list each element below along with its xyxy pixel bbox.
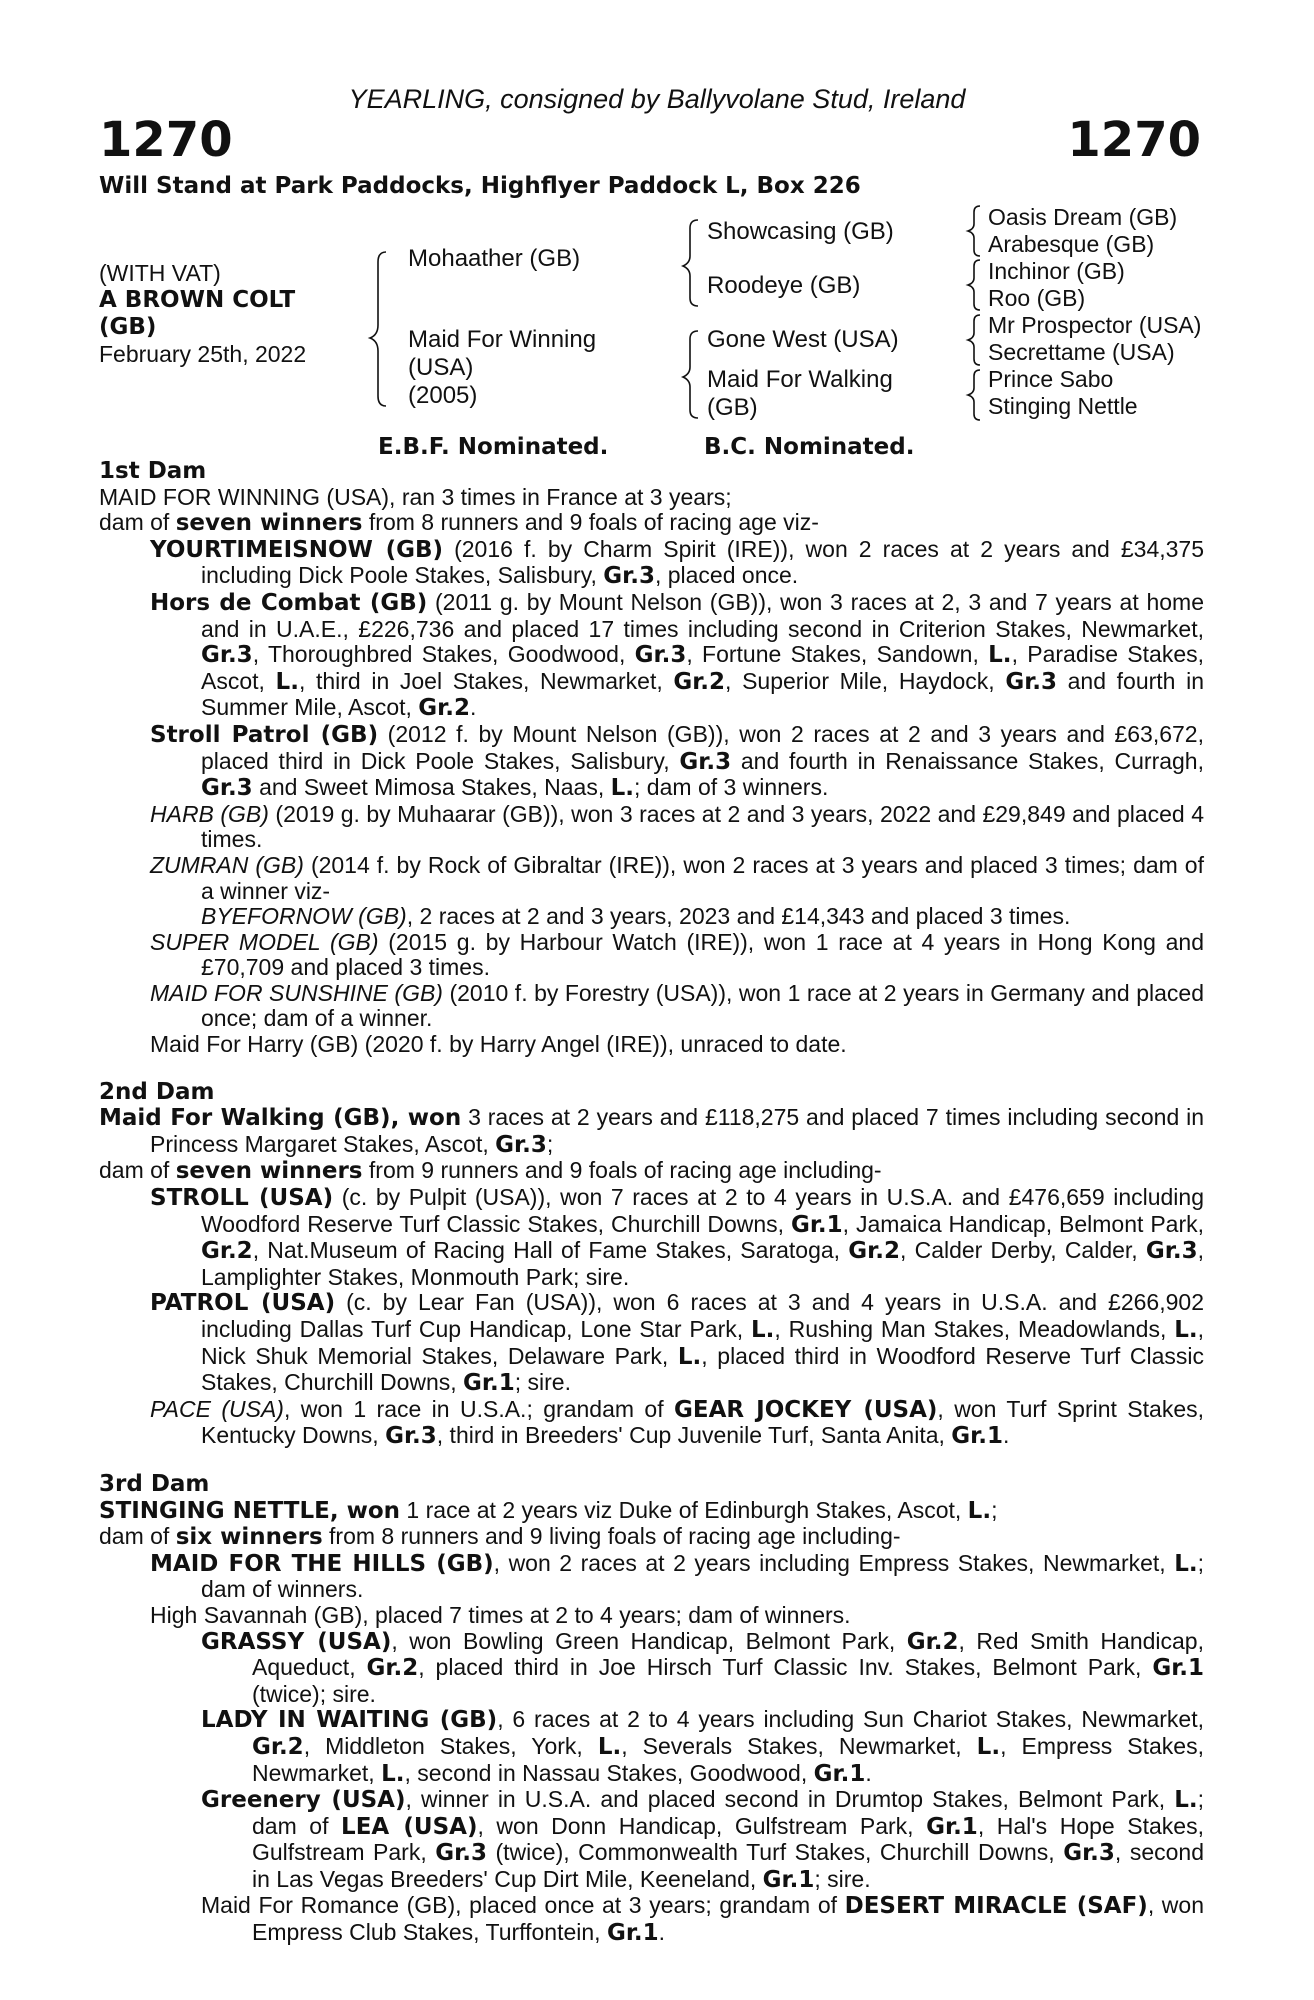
produce-entry: YOURTIMEISNOW (GB) (2016 f. by Charm Spirit (IRE)), won 2 races at 2 years and £34,375 including Dick Poole Stakes, Salisbury, Gr.3, placed once. bbox=[150, 535, 1205, 590]
catalogue-subtitle: YEARLING, consigned by Ballyvolane Stud, Ireland bbox=[348, 84, 966, 114]
brace-ggp-3 bbox=[968, 315, 980, 365]
produce-sub-entry: GRASSY (USA), won Bowling Green Handicap, Belmont Park, Gr.2, Red Smith Handicap, Aqueduct, Gr.2, placed third in Joe Hirsch Turf Classic Inv. Stakes, Belmont Park, Gr.1 (twice); sire. bbox=[201, 1627, 1204, 1707]
produce-entry: MAID FOR SUNSHINE (GB) (2010 f. by Forestry (USA)), won 1 race at 2 years in Germany and placed once; dam of a winner. bbox=[150, 979, 1205, 1032]
pedigree-sire-dam: Roodeye (GB) bbox=[707, 272, 861, 299]
second-dam-intro: Maid For Walking (GB), won 3 races at 2 years and £118,275 and placed 7 times including second in Princess Margaret Stakes, Ascot, Gr.3; bbox=[99, 1104, 1205, 1158]
brace-ggp-2 bbox=[968, 260, 980, 310]
produce-entry: Stroll Patrol (GB) (2012 f. by Mount Nelson (GB)), won 2 races at 2 and 3 years and £63,672, placed third in Dick Poole Stakes, Salisbury, Gr.3 and fourth in Renaissance Stakes, Curragh, Gr.3 and Sweet Mimosa Stakes, Naas, L.; dam of 3 winners. bbox=[150, 720, 1204, 802]
ebf-nomination: E.B.F. Nominated. bbox=[378, 434, 609, 460]
produce-entry: ZUMRAN (GB) (2014 f. by Rock of Gibraltar (IRE)), won 2 races at 3 years and placed 3 times; dam of a winner viz- bbox=[150, 851, 1204, 904]
produce-entry: PATROL (USA) (c. by Lear Fan (USA)), won 6 races at 3 and 4 years in U.S.A. and £266,902 including Dallas Turf Cup Handicap, Lone Star Park, L., Rushing Man Stakes, Meadowlands, L., Nick Shuk Memorial Stakes, Delaware Park, L., placed third in Woodford Reserve Turf Classic Stakes, Churchill Downs, Gr.1; sire. bbox=[150, 1289, 1205, 1397]
vat-note: (WITH VAT) bbox=[99, 260, 221, 286]
bc-nomination: B.C. Nominated. bbox=[704, 434, 915, 460]
horse-name-line2: (GB) bbox=[99, 314, 157, 340]
produce-entry: SUPER MODEL (GB) (2015 g. by Harbour Watch (IRE)), won 1 race at 4 years in Hong Kong and £70,709 and placed 3 times. bbox=[150, 928, 1204, 981]
brace-parents bbox=[370, 252, 386, 406]
lot-number-left: 1270 bbox=[99, 112, 233, 168]
pedigree-dam-dam-line1: Maid For Walking bbox=[707, 366, 893, 393]
produce-entry: High Savannah (GB), placed 7 times at 2 to 4 years; dam of winners. bbox=[150, 1601, 851, 1628]
ggp-item: Arabesque (GB) bbox=[988, 231, 1155, 257]
pedigree-dam-line1: Maid For Winning bbox=[408, 326, 597, 353]
ggp-item: Roo (GB) bbox=[988, 285, 1086, 311]
pedigree-dam-line3: (2005) bbox=[408, 382, 478, 409]
ggp-item: Mr Prospector (USA) bbox=[988, 312, 1202, 338]
produce-sub-entry: BYEFORNOW (GB), 2 races at 2 and 3 years, 2023 and £14,343 and placed 3 times. bbox=[201, 903, 1071, 930]
pedigree-ggp-column bbox=[988, 204, 1201, 420]
second-dam-produce-summary: dam of seven winners from 9 runners and 9 foals of racing age including- bbox=[99, 1157, 882, 1185]
third-dam-intro: STINGING NETTLE, won 1 race at 2 years viz Duke of Edinburgh Stakes, Ascot, L.; bbox=[99, 1496, 998, 1524]
pedigree-dam bbox=[408, 326, 596, 410]
ggp-item: Stinging Nettle bbox=[988, 393, 1138, 419]
produce-entry: MAID FOR THE HILLS (GB), won 2 races at 2 years including Empress Stakes, Newmarket, L.; dam of winners. bbox=[150, 1549, 1204, 1603]
produce-entry: HARB (GB) (2019 g. by Muhaarar (GB)), won 3 races at 2 and 3 years, 2022 and £29,849 and placed 4 times. bbox=[150, 800, 1204, 853]
produce-sub-entry: Greenery (USA), winner in U.S.A. and placed second in Drumtop Stakes, Belmont Park, L.; dam of LEA (USA), won Donn Handicap, Gulfstream Park, Gr.1, Hal's Hope Stakes, Gulfstream Park, Gr.3 (twice), Commonwealth Turf Stakes, Churchill Downs, Gr.3, second in Las Vegas Breeders' Cup Dirt Mile, Keeneland, Gr.1; sire. bbox=[201, 1786, 1204, 1893]
first-dam-produce-summary: dam of seven winners from 8 runners and 9 foals of racing age viz- bbox=[99, 509, 819, 537]
produce-entry: PACE (USA), won 1 race in U.S.A.; grandam of GEAR JOCKEY (USA), won Turf Sprint Stakes, Kentucky Downs, Gr.3, third in Breeders' Cup Juvenile Turf, Santa Anita, Gr.1. bbox=[150, 1395, 1205, 1450]
second-dam-heading: 2nd Dam bbox=[99, 1078, 215, 1105]
lot-number-right: 1270 bbox=[1067, 112, 1201, 168]
ggp-item: Secrettame (USA) bbox=[988, 339, 1175, 365]
first-dam-intro: MAID FOR WINNING (USA), ran 3 times in France at 3 years; bbox=[99, 483, 732, 510]
pedigree-sire-sire: Showcasing (GB) bbox=[707, 218, 894, 245]
brace-ggp-4 bbox=[968, 370, 980, 420]
brace-dam-line bbox=[683, 331, 698, 418]
produce-entry: Maid For Harry (GB) (2020 f. by Harry Angel (IRE)), unraced to date. bbox=[150, 1031, 847, 1058]
ggp-item: Prince Sabo bbox=[988, 366, 1114, 392]
pedigree-dam-line2: (USA) bbox=[408, 354, 474, 381]
foaling-date: February 25th, 2022 bbox=[99, 341, 307, 367]
stand-location: Will Stand at Park Paddocks, Highflyer Paddock L, Box 226 bbox=[99, 173, 861, 199]
ggp-item: Oasis Dream (GB) bbox=[988, 204, 1178, 230]
ggp-item: Inchinor (GB) bbox=[988, 258, 1125, 284]
first-dam-heading: 1st Dam bbox=[99, 458, 207, 484]
pedigree-sire: Mohaather (GB) bbox=[408, 245, 581, 272]
produce-entry: STROLL (USA) (c. by Pulpit (USA)), won 7 races at 2 to 4 years in U.S.A. and £476,659 including Woodford Reserve Turf Classic Stakes, Churchill Downs, Gr.1, Jamaica Handicap, Belmont Park, Gr.2, Nat.Museum of Racing Hall of Fame Stakes, Saratoga, Gr.2, Calder Derby, Calder, Gr.3, Lamplighter Stakes, Monmouth Park; sire. bbox=[150, 1184, 1204, 1290]
brace-ggp-1 bbox=[968, 206, 980, 256]
third-dam-heading: 3rd Dam bbox=[99, 1470, 210, 1497]
catalogue-body bbox=[99, 459, 1204, 1947]
brace-sire-line bbox=[683, 220, 698, 306]
produce-sub-entry: LADY IN WAITING (GB), 6 races at 2 to 4 years including Sun Chariot Stakes, Newmarket, Gr.2, Middleton Stakes, York, L., Severals Stakes, Newmarket, L., Empress Stakes, Newmarket, L., second in Nassau Stakes, Goodwood, Gr.1. bbox=[201, 1706, 1205, 1787]
third-dam-produce-summary: dam of six winners from 8 runners and 9 living foals of racing age including- bbox=[99, 1523, 901, 1551]
pedigree-dam-dam-line2: (GB) bbox=[707, 394, 758, 421]
produce-sub-entry: Maid For Romance (GB), placed once at 3 years; grandam of DESERT MIRACLE (SAF), won Empress Club Stakes, Turffontein, Gr.1. bbox=[201, 1892, 1205, 1947]
pedigree-dam-dam bbox=[707, 366, 893, 422]
horse-name-line1: A BROWN COLT bbox=[99, 287, 296, 313]
produce-entry: Hors de Combat (GB) (2011 g. by Mount Nelson (GB)), won 3 races at 2, 3 and 7 years at home and in U.A.E., £226,736 and placed 17 times including second in Criterion Stakes, Newmarket, Gr.3, Thoroughbred Stakes, Goodwood, Gr.3, Fortune Stakes, Sandown, L., Paradise Stakes, Ascot, L., third in Joel Stakes, Newmarket, Gr.2, Superior Mile, Haydock, Gr.3 and fourth in Summer Mile, Ascot, Gr.2. bbox=[150, 588, 1205, 722]
pedigree-dam-sire: Gone West (USA) bbox=[707, 326, 899, 353]
